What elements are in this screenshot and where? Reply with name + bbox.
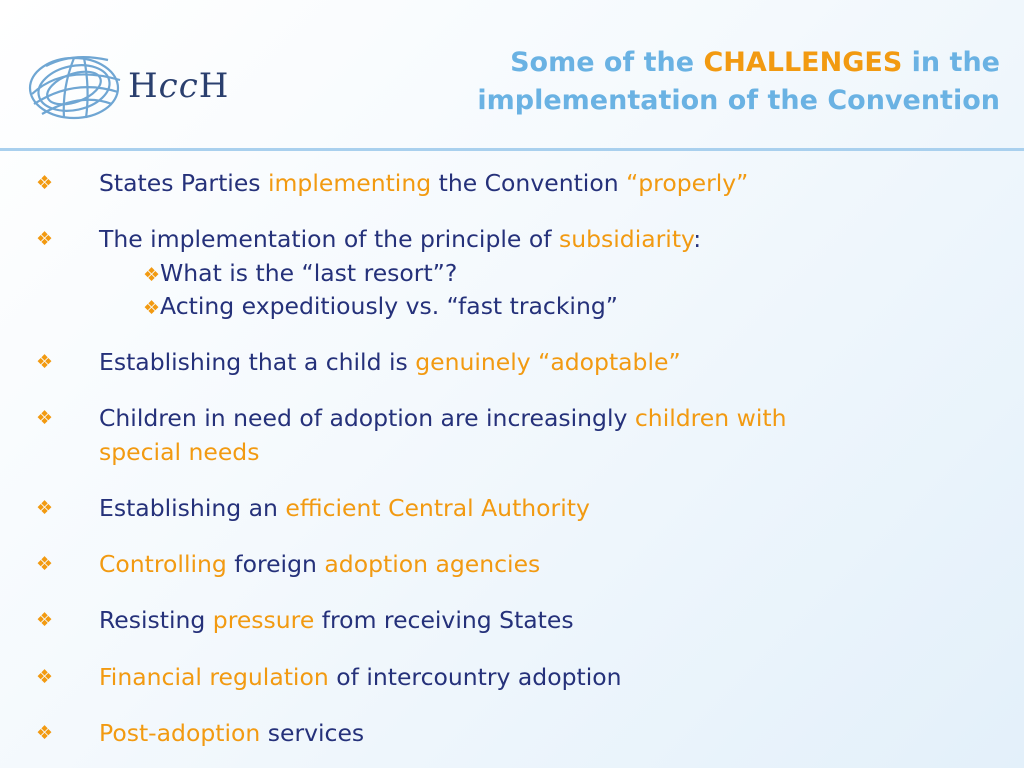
diamond-bullet-icon: ❖ bbox=[36, 228, 54, 250]
diamond-bullet-icon: ❖ bbox=[36, 172, 54, 194]
logo-wordmark: HccH bbox=[128, 66, 230, 106]
bullet-text: Children in need of adoption are increasingly children with special needs bbox=[99, 404, 787, 466]
bullet-text: States Parties implementing the Convention “properly” bbox=[99, 169, 749, 197]
bullet-text: Establishing an efficient Central Authority bbox=[99, 494, 590, 522]
diamond-bullet-icon: ❖ bbox=[36, 407, 54, 429]
title-line-2: implementation of the Convention bbox=[477, 85, 1000, 116]
title-line-1: Some of the CHALLENGES in the bbox=[510, 47, 1000, 78]
diamond-bullet-icon: ❖ bbox=[36, 722, 54, 744]
sub-bullet-item: ❖What is the “last resort”? bbox=[143, 259, 458, 287]
bullet-text: Establishing that a child is genuinely “adoptable” bbox=[99, 348, 681, 376]
bullet-text: The implementation of the principle of subsidiarity: bbox=[99, 225, 702, 253]
bullet-text: Resisting pressure from receiving States bbox=[99, 606, 574, 634]
diamond-bullet-icon: ❖ bbox=[143, 264, 161, 286]
bullet-text: Controlling foreign adoption agencies bbox=[99, 550, 541, 578]
diamond-bullet-icon: ❖ bbox=[36, 666, 54, 688]
slide-title bbox=[360, 44, 1000, 120]
diamond-bullet-icon: ❖ bbox=[143, 297, 161, 319]
diamond-bullet-icon: ❖ bbox=[36, 351, 54, 373]
hcch-logo bbox=[24, 44, 254, 128]
bullet-text: Financial regulation of intercountry adoption bbox=[99, 663, 622, 691]
sub-bullet-item: ❖Acting expeditiously vs. “fast tracking” bbox=[143, 292, 618, 320]
globe-swirl-icon bbox=[24, 44, 134, 128]
title-divider bbox=[0, 148, 1024, 151]
diamond-bullet-icon: ❖ bbox=[36, 497, 54, 519]
bullet-text: Post-adoption services bbox=[99, 719, 365, 747]
diamond-bullet-icon: ❖ bbox=[36, 553, 54, 575]
diamond-bullet-icon: ❖ bbox=[36, 609, 54, 631]
